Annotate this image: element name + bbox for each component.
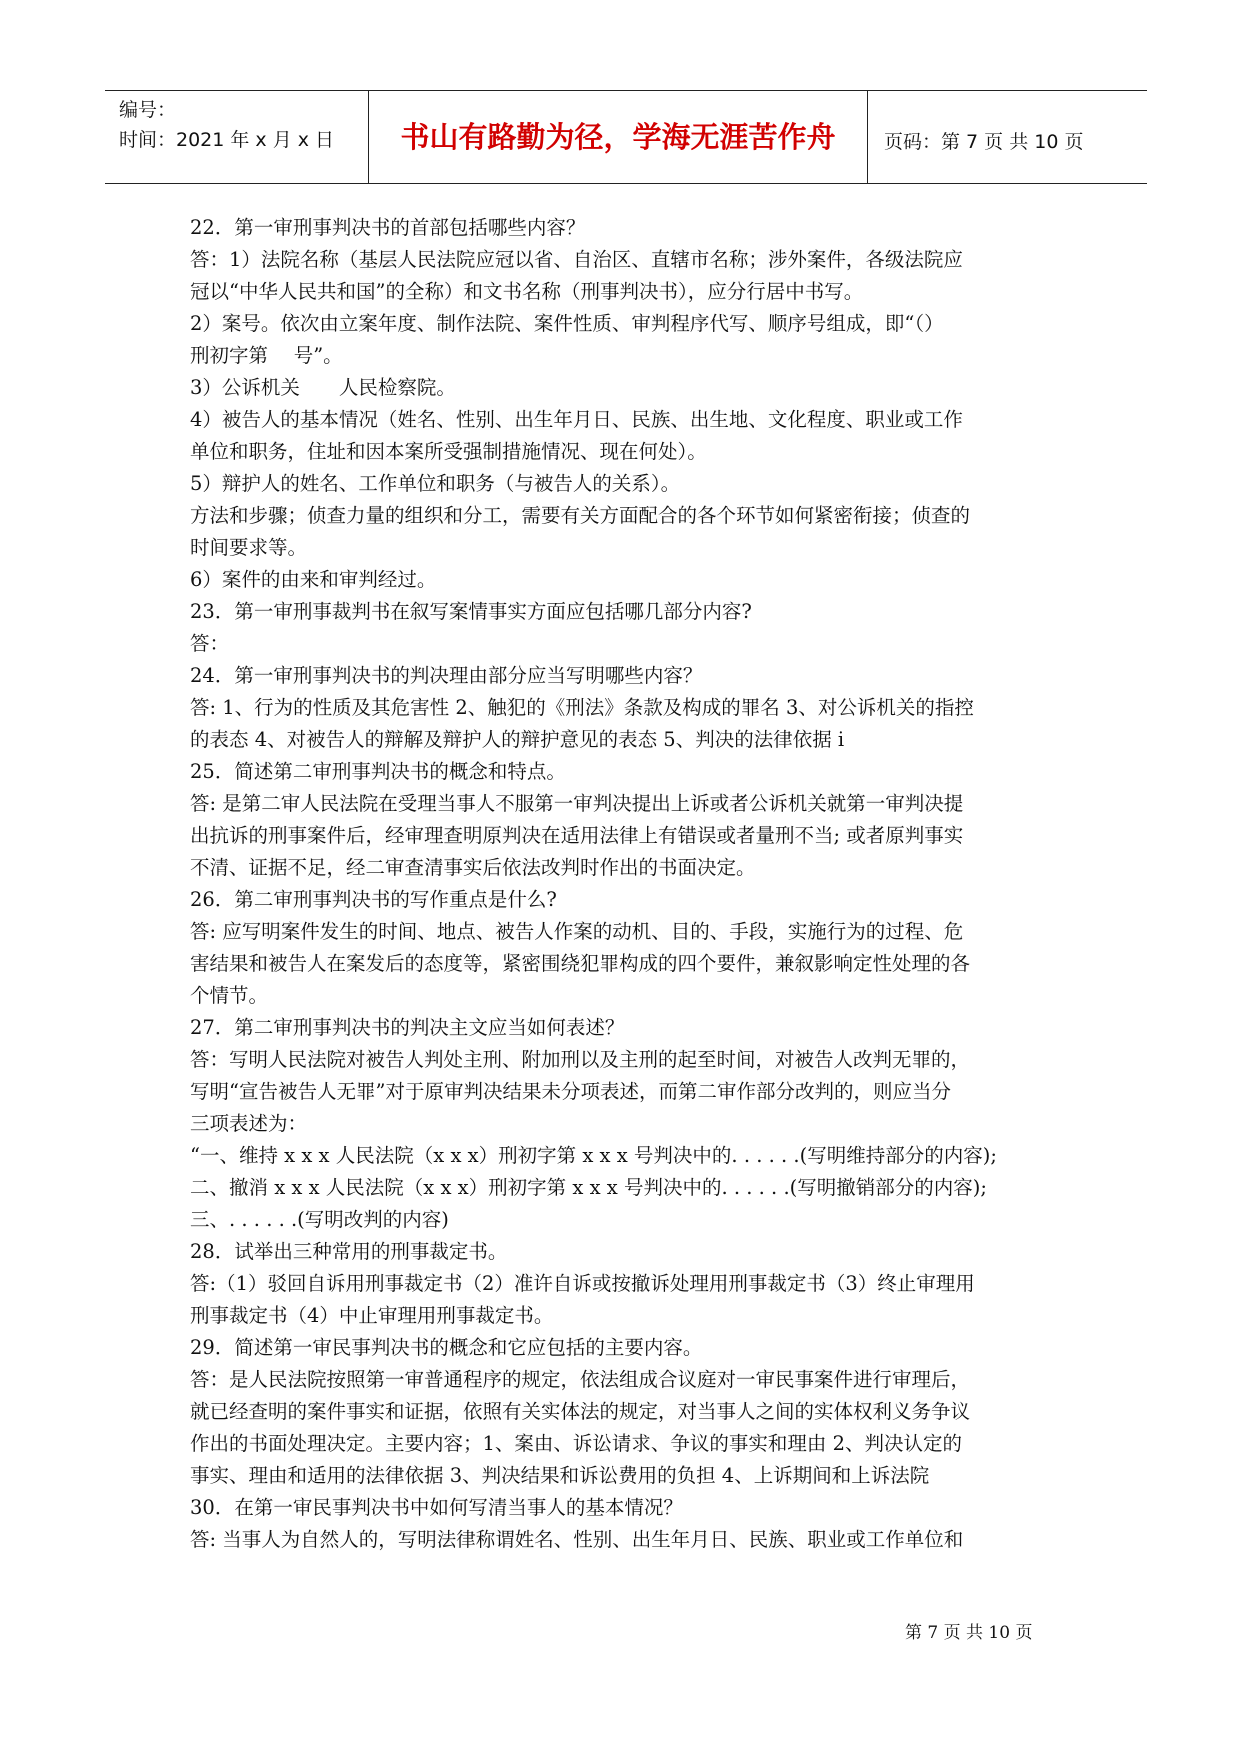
text-line: 24．第一审刑事判决书的判决理由部分应当写明哪些内容？ [190,664,703,687]
text-line: 冠以“中华人民共和国”的全称）和文书名称（刑事判决书），应分行居中书写。 [190,280,864,303]
text-line: 3）公诉机关 人民检察院。 [190,376,456,399]
text-line: 时间要求等。 [190,536,308,559]
text-line: 就已经查明的案件事实和证据，依照有关实体法的规定，对当事人之间的实体权利义务争议 [190,1400,971,1423]
text-line: 的表态 4、对被告人的辩解及辩护人的辩护意见的表态 5、判决的法律依据 i [190,728,845,751]
number-label: 编号： [119,99,177,121]
text-line: 答: 应写明案件发生的时间、地点、被告人作案的动机、目的、手段，实施行为的过程、危 [190,920,964,943]
text-line: 二、撤消 x x x 人民法院（x x x）刑初字第 x x x 号判决中的. . . . . .(写明撤销部分的内容); [190,1176,987,1199]
text-line: 出抗诉的刑事案件后，经审理查明原判决在适用法律上有错误或者量刑不当; 或者原判事实 [190,824,964,847]
text-line: 作出的书面处理决定。主要内容；1、案由、诉讼请求、争议的事实和理由 2、判决认定的 [190,1432,963,1455]
text-line: “一、维持 x x x 人民法院（x x x）刑初字第 x x x 号判决中的. . . . . .(写明维持部分的内容); [190,1144,997,1167]
text-line: 答：写明人民法院对被告人判处主刑、附加刑以及主刑的起至时间，对被告人改判无罪的， [190,1048,971,1071]
text-line: 答: 当事人为自然人的，写明法律称谓姓名、性别、出生年月日、民族、职业或工作单位和 [190,1528,964,1551]
text-line: 26．第二审刑事判决书的写作重点是什么? [190,888,557,911]
text-line: 22．第一审刑事判决书的首部包括哪些内容？ [190,216,586,239]
text-line: 2）案号。依次由立案年度、制作法院、案件性质、审判程序代写、顺序号组成，即“（） [190,312,944,335]
header-motto-cell [369,91,868,183]
text-line: 方法和步骤；侦查力量的组织和分工，需要有关方面配合的各个环节如何紧密衔接；侦查的 [190,504,971,527]
text-line: 25．简述第二审刑事判决书的概念和特点。 [190,760,566,783]
time-label: 时间：2021 年 x 月 x 日 [119,129,335,151]
text-line: 答：是人民法院按照第一审普通程序的规定，依法组成合议庭对一审民事案件进行审理后， [190,1368,971,1391]
text-line: 29．简述第一审民事判决书的概念和它应包括的主要内容。 [190,1336,703,1359]
text-line: 单位和职务，住址和因本案所受强制措施情况、现在何处）。 [190,440,707,463]
page-footer: 第 7 页 共 10 页 [905,1623,1033,1643]
text-line: 答: 1、行为的性质及其危害性 2、触犯的《刑法》条款及构成的罪名 3、对公诉机关的指控 [190,696,974,719]
text-line: 事实、理由和适用的法律依据 3、判决结果和诉讼费用的负担 4、上诉期间和上诉法院 [190,1464,930,1487]
text-line: 刑初字第 号”。 [190,344,343,367]
document-body [190,212,1070,1556]
header-meta-cell [105,91,369,183]
text-line: 4）被告人的基本情况（姓名、性别、出生年月日、民族、出生地、文化程度、职业或工作 [190,408,963,431]
page-header [105,90,1147,184]
text-line: 答：1）法院名称（基层人民法院应冠以省、自治区、直辖市名称；涉外案件，各级法院应 [190,248,963,271]
text-line: 个情节。 [190,984,269,1007]
text-line: 害结果和被告人在案发后的态度等，紧密围绕犯罪构成的四个要件，兼叙影响定性处理的各 [190,952,971,975]
page-label: 页码：第 7 页 共 10 页 [884,131,1084,153]
text-line: 答: 是第二审人民法院在受理当事人不服第一审判决提出上诉或者公诉机关就第一审判决提 [190,792,964,815]
text-line: 答： [190,632,230,655]
text-line: 5）辩护人的姓名、工作单位和职务（与被告人的关系）。 [190,472,681,495]
text-line: 不清、证据不足，经二审查清事实后依法改判时作出的书面决定。 [190,856,756,879]
motto: 书山有路勤为径，学海无涯苦作舟 [400,120,836,154]
text-line: 23．第一审刑事裁判书在叙写案情事实方面应包括哪几部分内容? [190,600,752,623]
header-page-cell [868,91,1147,183]
text-line: 30．在第一审民事判决书中如何写清当事人的基本情况？ [190,1496,683,1519]
text-line: 三项表述为： [190,1112,308,1135]
text-line: 27．第二审刑事判决书的判决主文应当如何表述？ [190,1016,625,1039]
text-line: 写明“宣告被告人无罪”对于原审判决结果未分项表述，而第二审作部分改判的，则应当分 [190,1080,951,1103]
text-line: 答:（1）驳回自诉用刑事裁定书（2）准许自诉或按撤诉处理用刑事裁定书（3）终止审理用 [190,1272,975,1295]
text-line: 三、. . . . . .(写明改判的内容) [190,1208,449,1231]
text-line: 刑事裁定书（4）中止审理用刑事裁定书。 [190,1304,554,1327]
text-line: 6）案件的由来和审判经过。 [190,568,437,591]
text-line: 28．试举出三种常用的刑事裁定书。 [190,1240,508,1263]
